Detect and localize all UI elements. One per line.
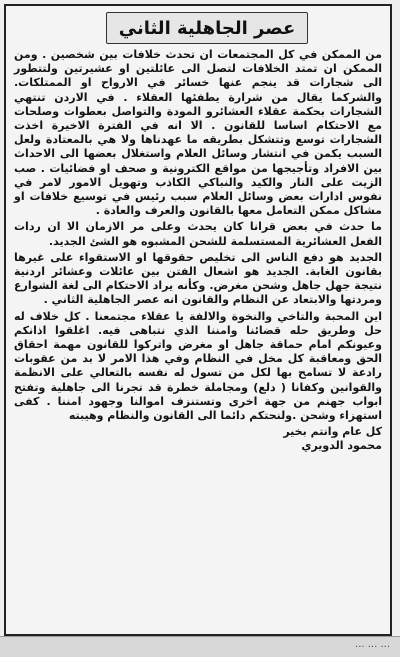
paragraph-4: اين المحبة والتاخي والنخوة والالفة يا عقلاء مجتمعنا . كل خلاف له حل وطريق حله قضائنا وامننا الذي نتباهى فيه. اغلقوا اذانكم وعيونكم امام حماقة جاهل او مغرض واتركوا للقانون مهمة احقاق الحق ومعاقبة كل مخل في النظام وفي هذا الامر لا بد من عقوبات رادعة لا تسامح بها لكل من تسول له نفسه بالتعالي على الانظمة والقوانين وكفانا ( دلع) ومجاملة خطرة قد تجرنا الى جاهلية وتفتح ابواب جهنم من جهة اخرى وتستنزف اموالنا وجهود امننا . كفى استهزاء وشحن .ولنحتكم دائما الى القانون والنظام وهيبته bbox=[14, 309, 382, 423]
paragraph-1: من الممكن في كل المجتمعات ان تحدث خلافات بين شخصين . ومن الممكن ان تمتد الخلافات لتصل الى عائلتين او عشيرتين ولتتطور الى شجارات قد ينجم عنها خسائر في الارواح او الممتلكات. والشركما يقال من شرارة يطفئها العقلاء . في الاردن تنتهي الشجارات بحكمة عقلاء العشائرو المودة والتواصل بعطوات وصلحات مع الاحتكام اساسا للقانون . الا انه في الفترة الاخيرة اخذت الشجارات توسع وتتشكل بطريقه ما عهدناها ولا هي بالمعتادة ولعل السبب يكمن في انتشار وسائل العلام واستغلال بعضها الى الاحداث بين الافراد وتأجيجها من مواقع الكترونية و صحف او فضائيات . صب الزيت على النار والكيد والنباكي الكاذب وتهويل الامور لامر في نفوس ادارات بعض وسائل العلام سبب رئيس في توسيع خلافات او مشاكل ممكن التعامل معها بالقانون والعرف والعادة . bbox=[14, 48, 382, 218]
closing-line: كل عام وانتم بخير bbox=[283, 425, 382, 439]
headline-frame bbox=[106, 12, 308, 44]
article-body bbox=[14, 48, 382, 630]
article-box bbox=[4, 4, 392, 636]
next-article-strip bbox=[0, 636, 400, 657]
paragraph-3: الجديد هو دفع الناس الى تخليص حقوقها او الاستقواء على غيرها بقانون الغابة. الجديد هو اشعال الفتن بين عائلات وعشائر اردنية نتيجة جهل جاهل وشحن مغرض. وكأنه يراد الاحتكام الى لغة الشوارع ومردتها والابتعاد عن النظام والقانون انه عصر الجاهلية الثاني . bbox=[14, 250, 382, 307]
paragraph-2: ما حدث في بعض قرانا كان يحدث وعلى مر الازمان الا ان ردات الفعل العشائرية المستسلمة للشحن المشبوه هو الشئ الجديد. bbox=[14, 220, 382, 248]
author-name: محمود الدويري bbox=[301, 439, 382, 453]
article-title: عصر الجاهلية الثاني bbox=[118, 17, 296, 39]
next-article-snippet: ... ... ... bbox=[355, 639, 390, 650]
